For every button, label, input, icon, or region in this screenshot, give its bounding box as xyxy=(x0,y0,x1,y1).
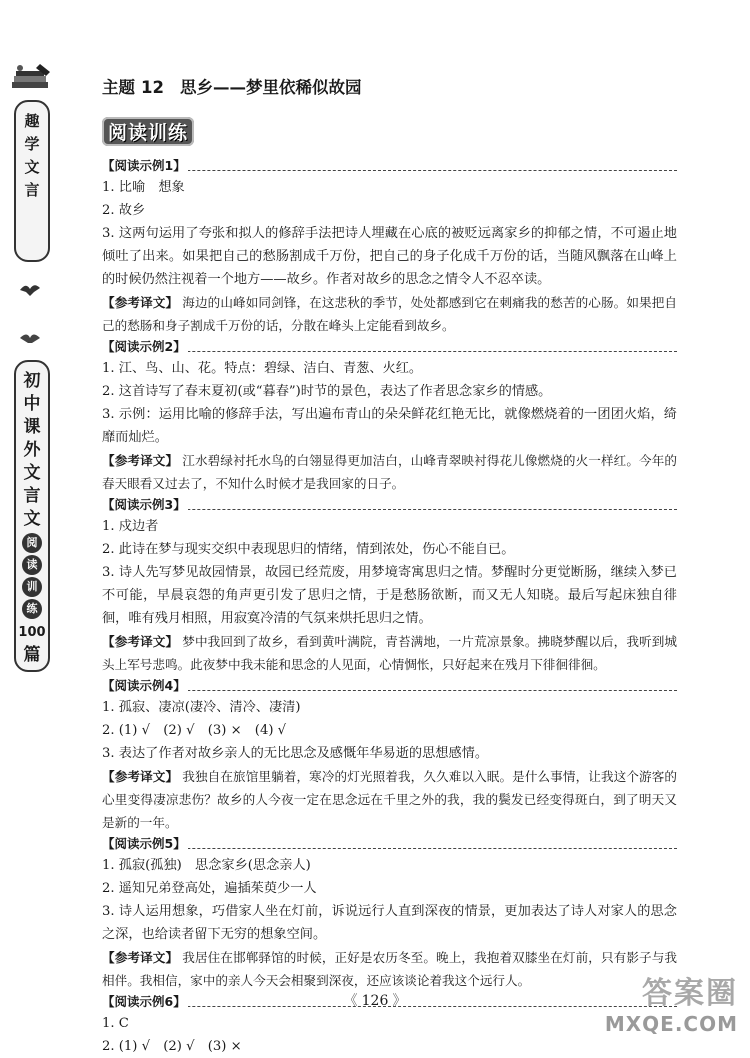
answer-item: 3. 诗人运用想象，巧借家人坐在灯前，诉说远行人直到深夜的情景，更加表达了诗人对家人的思念之深，也给读者留下无穷的想象空间。 xyxy=(102,904,677,942)
translation-tag: 【参考译文】 xyxy=(102,453,179,468)
section-header: 【阅读示例6】 xyxy=(102,992,677,1012)
answer-item: 1. 江、鸟、山、花。特点：碧绿、洁白、青葱、火红。 xyxy=(102,361,423,376)
answer-item: 3. 表达了作者对故乡亲人的无比思念及感慨年华易逝的思想感情。 xyxy=(102,746,489,761)
section-header: 【阅读示例5】 xyxy=(102,834,677,854)
section-header: 【阅读示例3】 xyxy=(102,495,677,515)
bird-icon xyxy=(18,330,42,352)
translation-tag: 【参考译文】 xyxy=(102,950,179,965)
answer-item: 2. (1) √ (2) √ (3) × (4) √ xyxy=(102,723,287,738)
answer-item: 3. 这两句运用了夸张和拟人的修辞手法把诗人埋藏在心底的被贬远离家乡的抑郁之情，不可遏止地倾吐了出来。如果把自己的愁肠割成千万份，把自己的身子化成千万份的话，当随风飘落在山峰上的时候仍然注视着一个地方——故乡。作者对故乡的思念之情令人不忍卒读。 xyxy=(102,226,677,287)
answer-item: 2. 此诗在梦与现实交织中表现思归的情绪，情到浓处，伤心不能自已。 xyxy=(102,542,515,557)
reference-translation xyxy=(102,449,677,495)
answer-item: 3. 示例：运用比喻的修辞手法，写出遍布青山的朵朵鲜花红艳无比，就像燃烧着的一团团火焰，绮靡而灿烂。 xyxy=(102,407,677,445)
book-stack-icon xyxy=(10,62,54,96)
translation-text: 我居住在邯郸驿馆的时候，正好是农历冬至。晚上，我抱着双膝坐在灯前，只有影子与我相伴。我相信，家中的亲人今天会相聚到深夜，还应该谈论着我这个远行人。 xyxy=(102,950,678,988)
answer-item: 1. 孤寂、凄凉(凄冷、清冷、凄清) xyxy=(102,700,301,715)
translation-text: 梦中我回到了故乡，看到黄叶满院，青苔满地，一片荒凉景象。拂晓梦醒以后，我听到城头上军号悲鸣。此夜梦中我未能和思念的人见面，心情惆怅，只好起来在残月下徘徊徘徊。 xyxy=(102,634,678,672)
reference-translation xyxy=(102,291,677,337)
answer-item: 2. 这首诗写了春末夏初(或“暮春”)时节的景色，表达了作者思念家乡的情感。 xyxy=(102,384,552,399)
answer-sections xyxy=(102,156,677,1058)
translation-tag: 【参考译文】 xyxy=(102,634,179,649)
page-number: 《 126 》 xyxy=(343,993,407,1009)
reference-translation xyxy=(102,765,677,834)
reference-translation xyxy=(102,630,677,676)
answer-item: 1. C xyxy=(102,1016,129,1031)
bird-icon xyxy=(18,280,42,302)
answer-item: 1. 戍边者 xyxy=(102,519,159,534)
brand-vertical-label: 趣 学 文 言 xyxy=(14,100,50,262)
section-header: 【阅读示例4】 xyxy=(102,676,677,696)
answer-item: 2. 故乡 xyxy=(102,203,146,218)
section-header: 【阅读示例1】 xyxy=(102,156,677,176)
series-vertical-label: 初 中 课 外 文 言 文 阅 读 训 练 100 篇 xyxy=(14,360,50,672)
answer-item: 3. 诗人先写梦见故园情景，故园已经荒废，用梦境寄寓思归之情。梦醒时分更觉断肠，继续入梦已不可能，早晨哀怨的角声更引发了思归之情，于是愁肠欲断，而又无人知晓。最后写起床独自徘徊，唯有残月相照，用寂寞冷清的气氛来烘托思归之情。 xyxy=(102,565,677,626)
main-content xyxy=(102,75,677,1058)
watermark: 答案圈 MXQE.COM xyxy=(604,976,738,1036)
answer-item: 2. 遥知兄弟登高处，遍插茱萸少一人 xyxy=(102,881,317,896)
page-title: 主题 12 思乡——梦里依稀似故园 xyxy=(102,78,362,97)
ornament-left-icon: 《 xyxy=(343,993,358,1009)
answer-item: 2. (1) √ (2) √ (3) × xyxy=(102,1039,242,1054)
sidebar-decoration xyxy=(6,60,58,960)
translation-text: 江水碧绿衬托水鸟的白翎显得更加洁白，山峰青翠映衬得花儿像燃烧的火一样红。今年的春天眼看又过去了，不知什么时候才是我回家的日子。 xyxy=(102,453,678,491)
answer-item: 1. 比喻 想象 xyxy=(102,180,185,195)
translation-text: 我独自在旅馆里躺着，寒冷的灯光照着我，久久难以入眠。是什么事情，让我这个游客的心里变得凄凉悲伤？故乡的人今夜一定在思念远在千里之外的我，我的鬓发已经变得斑白，到了明天又是新的一年。 xyxy=(102,769,678,830)
section-header: 【阅读示例2】 xyxy=(102,337,677,357)
translation-tag: 【参考译文】 xyxy=(102,295,179,310)
ornament-right-icon: 》 xyxy=(392,993,407,1009)
reference-translation xyxy=(102,946,677,992)
translation-tag: 【参考译文】 xyxy=(102,769,179,784)
translation-text: 海边的山峰如同剑锋，在这悲秋的季节，处处都感到它在刺痛我的愁苦的心肠。如果把自己的愁肠和身子割成千万份的话，分散在峰头上定能看到故乡。 xyxy=(102,295,678,333)
answer-item: 1. 孤寂(孤独) 思念家乡(思念亲人) xyxy=(102,858,311,873)
section-badge: 阅读训练 xyxy=(102,117,194,146)
